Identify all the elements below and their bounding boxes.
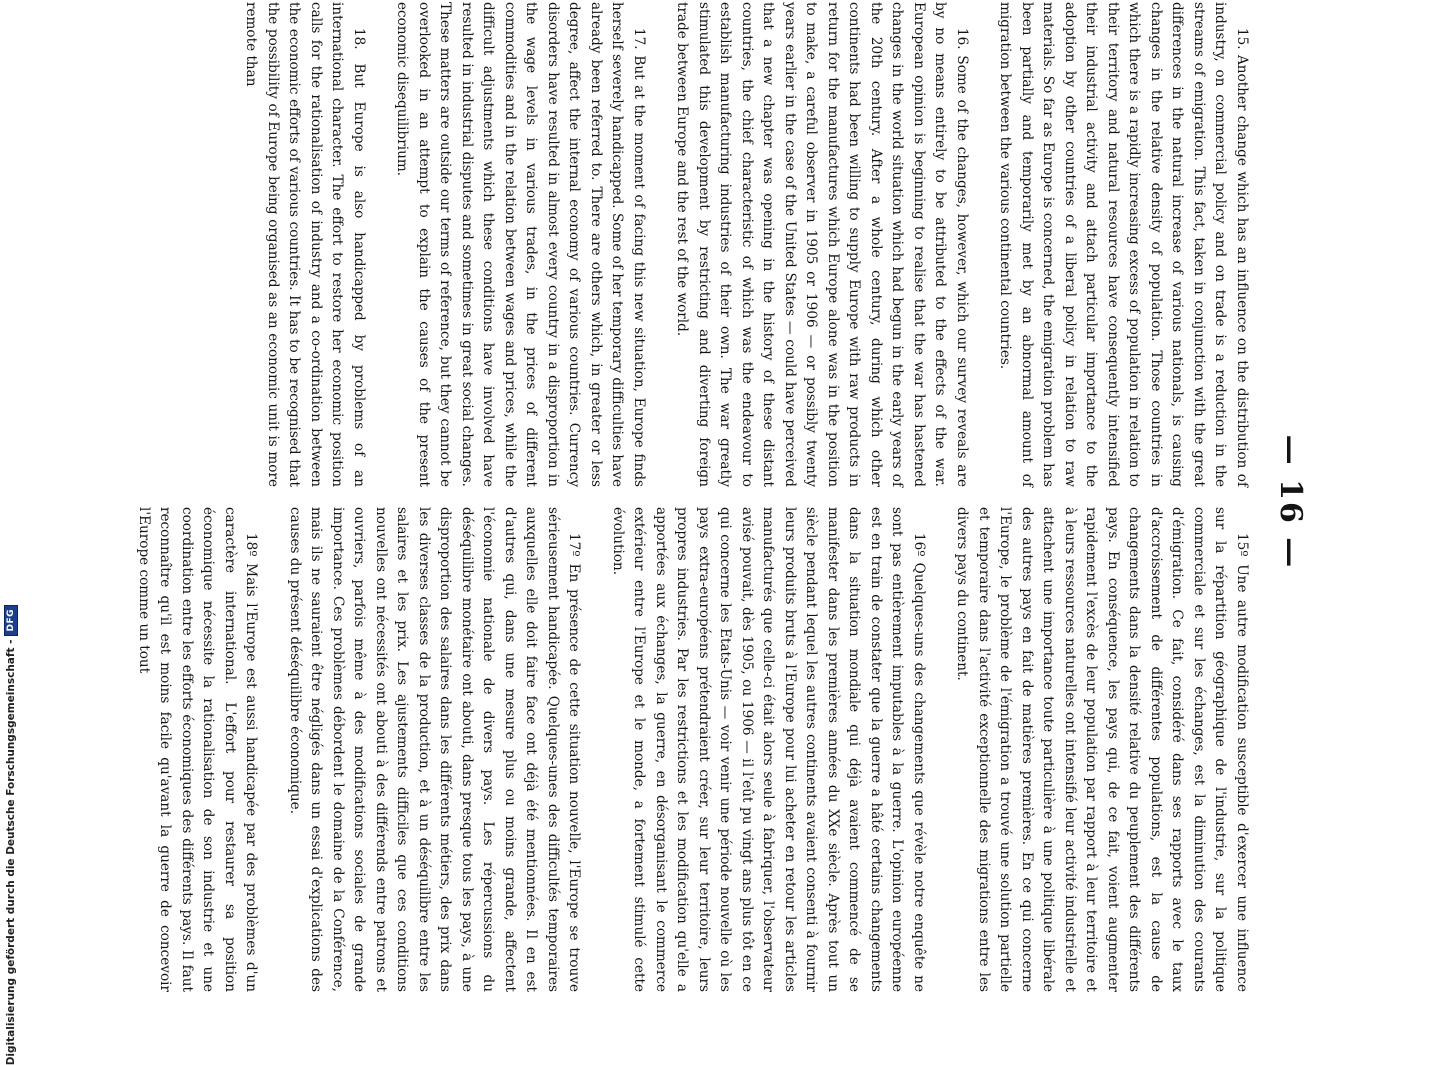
paragraph-fr-17: 17º En présence de cette situation nouvelle, l'Europe se trouve sérieusement handicapée. Quelques-unes des difficultés temporaires auxquelles elle doit faire face ont déjà été mentionnées. Il en est d'autres qui, dans une mesure plus ou moins grande, affectent l'économie nationale de divers pays. Les répercussions du déséquilibre monétaire ont abouti, dans presque tous les pays, à une disproportion des salaires dans les différents métiers, des prix dans les diverses classes de la production, et à un déséquilibre entre les salaires et les prix. Les ajustements difficiles que ces conditions nouvelles ont nécessités ont abouti à des différends entre patrons et ouvriers, parfois même à des modifications sociales de grande importance. Ces problèmes débordent le domaine de la Conférence, mais ils ne sauraient être négligés dans un essai d'explications des causes du présent déséquilibre économique. — [287, 507, 583, 992]
paragraph-fr-16: 16º Quelques-uns des changements que révèle notre enquête ne sont pas entièrement imputables à la guerre. L'opinion européenne est en train de constater que la guerre a hâté certains changements dans la situation mondiale qui déjà avaient commencé de se manifester dans les premières années du XXe siècle. Après tout un siècle pendant lequel les autres continents avaient consenti à fournir leurs produits bruts à l'Europe pour lui acheter en retour les articles manufacturés que celle-ci était alors seule à fabriquer, l'observateur avisé pouvait, dès 1905, ou 1906 — il l'eût pu vingt ans plus tôt en ce qui concerne les Etats-Unis — voir venir une période nouvelle où les pays extra-européens prétendraient créer, sur leur territoire, leurs propres industries. Par les restrictions et les modification qu'elle a apportées aux échanges, la guerre, en désorganisant le commerce extérieur entre l'Europe et le monde, a fortement stimulé cette évolution. — [610, 507, 927, 992]
digitization-credit — [0, 605, 22, 1065]
paragraph-en-18: 18. But Europe is also handicapped by problems of an international character. The effort to restore her economic position calls for the rationalisation of industry and a co-ordination between the economic efforts of various countries. It has to be recognised that the possibility of Europe being organised as an economic unit is more remote than — [243, 2, 367, 487]
rotated-document-page — [132, 2, 1312, 1002]
french-column — [136, 507, 1252, 992]
paragraph-en-16: 16. Some of the changes, however, which our survey reveals are by no means entirely to be attributed to the effects of the war. European opinion is beginning to realise that the war has hastened changes in the world situation which had begun in the early years of the 20th century. After a whole century, during which other continents had been willing to supply Europe with raw products in return for the manufactures which Europe alone was in the position to make, a careful observer in 1905 or 1906 — or possibly twenty years earlier in the case of the United States — could have perceived that a new chapter was opening in the history of these distant countries, the chief characteristic of which was the endeavour to establish manufacturing industries of their own. The war greatly stimulated this development by restricting and diverting foreign trade between Europe and the rest of the world. — [674, 2, 970, 487]
page-number: — 16 — — [1273, 434, 1308, 570]
paragraph-en-17: 17. But at the moment of facing this new situation, Europe finds herself severely handicapped. Some of her temporary difficulties have already been referred to. There are others which, in greater or less degree, affect the internal economy of various countries. Currency disorders have resulted in almost every country in a disproportion in the wage levels in various trades, in the prices of different commodities and in the relation between wages and prices, while the difficult adjustments which these conditions have involved have resulted in industrial disputes and sometimes in great social changes. These matters are outside our terms of reference, but they cannot be overlooked in an attempt to explain the causes of the present economic disequilibrium. — [394, 2, 647, 487]
paragraph-fr-18: 18º Mais l'Europe est aussi handicapée par des problèmes d'un caractère international. L'effort pour restaurer sa position économique nécessite la rationalisation de son industrie et une coordination entre les efforts économiques des différents pays. Il faut reconnaître qu'il est moins facile qu'avant la guerre de concevoir l'Europe comme un tout — [136, 507, 260, 992]
paragraph-fr-15: 15º Une autre modification susceptible d'exercer une influence sur la répartition géographique de l'industrie, sur la politique commerciale et sur les échanges, est la diminution des courants d'émigration. Ce fait, considéré dans ses rapports avec le taux d'accroissement de différentes populations, est la cause de changements dans la densité relative du peuplement des différents pays. En conséquence, les pays qui, de ce fait, voient augmenter rapidement l'excès de leur population par rapport à leur territoire et à leurs ressources naturelles ont intensifié leur activité industrielle et attachent une importance toute particulière à une politique libérale des autres pays en fait de matières premières. En ce qui concerne l'Europe, le problème de l'émigration a trouvé une solution partielle et temporaire dans l'activité exceptionnelle des migrations entre les divers pays du continent. — [954, 507, 1250, 992]
credit-text: Digitalisierung gefördert durch die Deutsche Forschungsgemeinschaft - — [5, 639, 17, 1065]
english-column — [142, 2, 1252, 487]
dfg-logo: DFG — [4, 605, 18, 636]
paragraph-en-15: 15. Another change which has an influence on the distribution of industry, on commercial policy and on trade is a reduction in the streams of emigration. This fact, taken in conjunction with the great differences in the natural increase of various nationals, is causing changes in the relative density of population. Those countries in which there is a rapidly increasing excess of population in relation to their territory and natural resources have consequently intensified their industrial activity and attach particular importance to the adoption by other countries of a liberal policy in relation to raw materials. So far as Europe is concerned, the emigration problem has been partially and temporarily met by an abnormal amount of migration between the various continental countries. — [997, 2, 1250, 487]
